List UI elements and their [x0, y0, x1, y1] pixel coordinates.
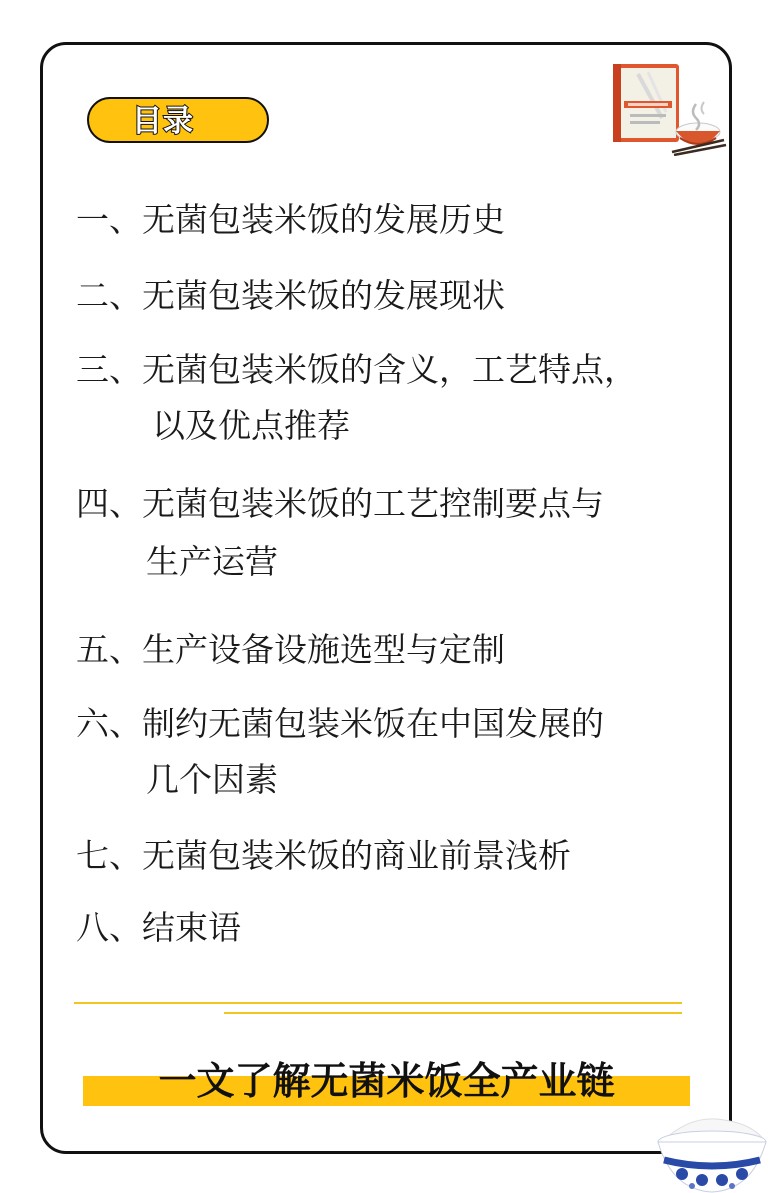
toc-item-8: 八、结束语	[76, 908, 241, 947]
toc-item-5: 五、生产设备设施选型与定制	[76, 630, 505, 669]
toc-item-3-continuation: 以及优点推荐	[152, 406, 350, 445]
toc-item-3: 三、无菌包装米饭的含义，工艺特点，	[76, 350, 637, 389]
toc-item-4-continuation: 生产运营	[146, 542, 278, 581]
divider-line-bottom	[224, 1012, 682, 1014]
rice-bowl-icon	[652, 1110, 773, 1193]
toc-item-4: 四、无菌包装米饭的工艺控制要点与	[76, 484, 604, 523]
toc-item-7: 七、无菌包装米饭的商业前景浅析	[76, 836, 571, 875]
footer-title: 一文了解无菌米饭全产业链	[158, 1059, 615, 1103]
toc-item-2: 二、无菌包装米饭的发展现状	[76, 276, 505, 315]
toc-item-1: 一、无菌包装米饭的发展历史	[76, 200, 505, 239]
toc-item-6: 六、制约无菌包装米饭在中国发展的	[76, 704, 604, 743]
page-title: 目录	[132, 104, 194, 139]
recipe-book-icon	[608, 60, 728, 156]
divider-line-top	[74, 1002, 682, 1004]
toc-item-6-continuation: 几个因素	[146, 760, 278, 799]
